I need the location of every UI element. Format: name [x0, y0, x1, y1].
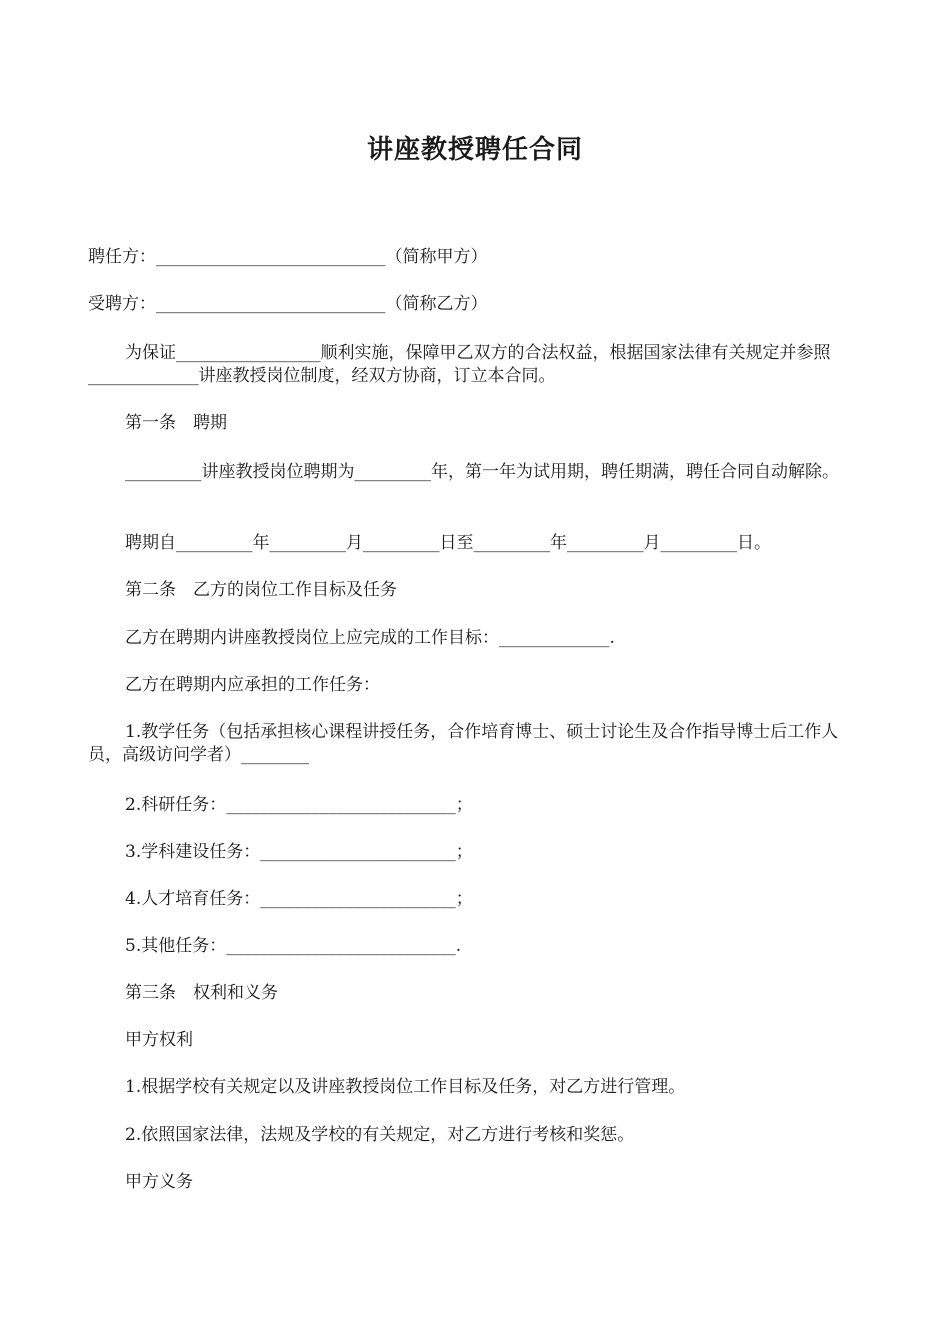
- task-3: 3.学科建设任务：_______________________；: [125, 842, 473, 862]
- task-4: 4.人才培育任务：_______________________；: [125, 889, 473, 909]
- intro-paragraph: 为保证_________________顺利实施，保障甲乙双方的合法权益，根据国家法律有关规定并参照_____________讲座教授岗位制度，经双方协商，订立本合同。: [88, 343, 831, 386]
- right-1: 1.根据学校有关规定以及讲座教授岗位工作目标及任务，对乙方进行管理。: [125, 1077, 686, 1097]
- right-2: 2.依照国家法律，法规及学校的有关规定，对乙方进行考核和奖惩。: [125, 1125, 635, 1145]
- article-3-heading: 第三条 权利和义务: [125, 983, 278, 1003]
- goal-line: 乙方在聘期内讲座教授岗位上应完成的工作目标：_____________.: [125, 628, 615, 648]
- document-title: 讲座教授聘任合同: [366, 135, 583, 165]
- task-5: 5.其他任务：___________________________.: [125, 936, 462, 956]
- task-1-paragraph: 1.教学任务（包括承担核心课程讲授任务，合作培育博士、硕士讨论生及合作指导博士后工作人员，高级访问学者）________: [88, 722, 839, 765]
- party-a-duties-heading: 甲方义务: [125, 1172, 193, 1192]
- party-a-rights-heading: 甲方权利: [125, 1030, 193, 1050]
- article-1-heading: 第一条 聘期: [125, 413, 227, 433]
- article-1-paragraph: _________讲座教授岗位聘期为_________年，第一年为试用期，聘任期满，聘任合同自动解除。: [125, 462, 839, 482]
- article-2-heading: 第二条 乙方的岗位工作目标及任务: [125, 580, 397, 600]
- employer-line: 聘任方：___________________________（简称甲方）: [88, 247, 488, 267]
- tasks-intro: 乙方在聘期内应承担的工作任务：: [125, 675, 380, 695]
- task-2: 2.科研任务：___________________________；: [125, 795, 473, 815]
- employee-line: 受聘方：___________________________（简称乙方）: [88, 294, 488, 314]
- term-line: 聘期自_________年_________月_________日至_________年_________月_________日。: [125, 533, 771, 553]
